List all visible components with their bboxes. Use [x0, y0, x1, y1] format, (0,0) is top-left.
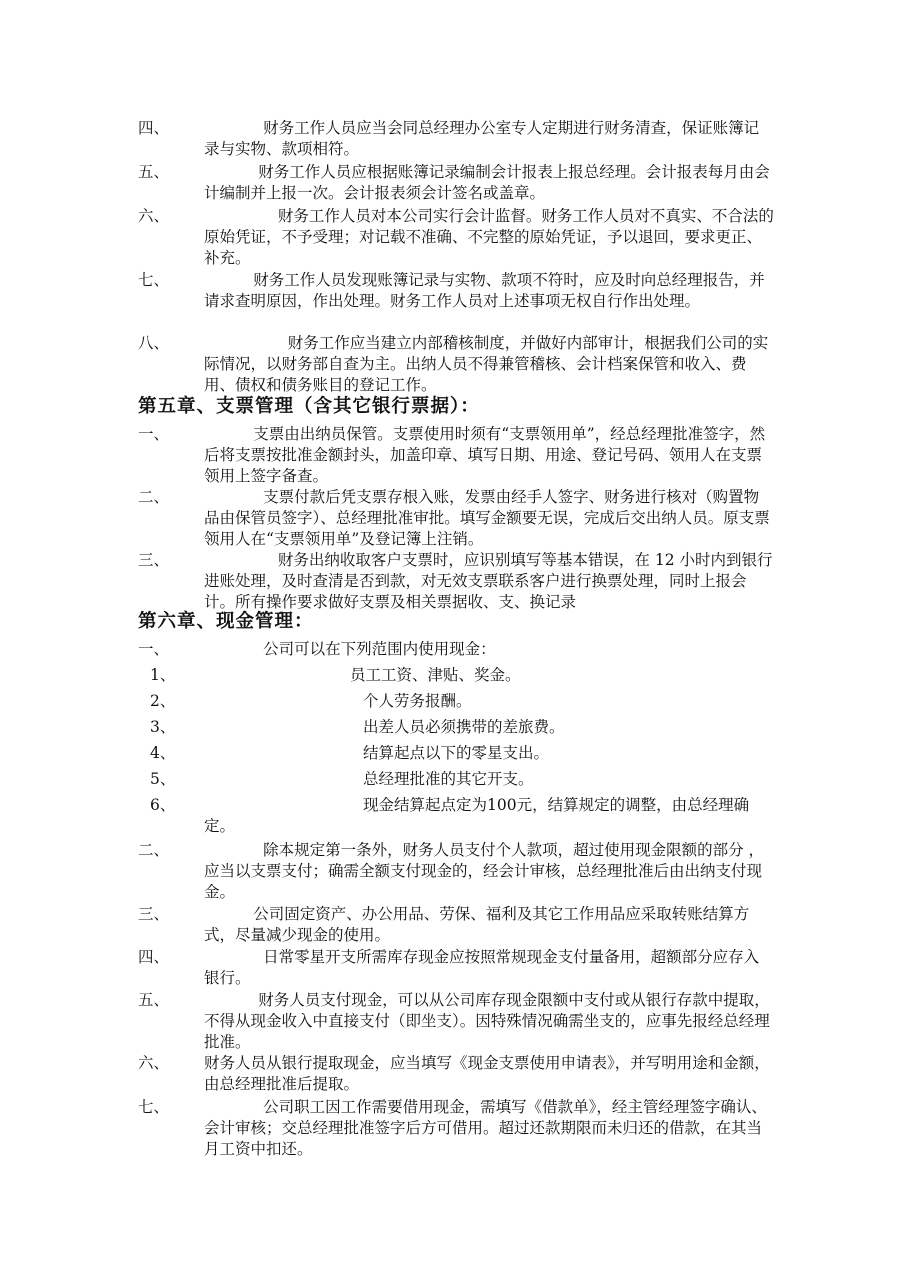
item-text: 财务人员从银行提取现金，应当填写《现金支票使用申请表》，并写明用途和金额，由总经理批准后提取。	[204, 1054, 770, 1093]
sub-marker-5: 5、	[150, 770, 176, 788]
item-text: 财务工作人员发现账簿记录与实物、款项不符时，应及时向总经理报告，并请求查明原因，作出处理。财务工作人员对上述事项无权自行作出处理。	[204, 271, 765, 310]
item-marker: 五、	[138, 991, 170, 1009]
item-text: 公司固定资产、办公用品、劳保、福利及其它工作用品应采取转账结算方式，尽量减少现金的使用。	[204, 905, 750, 944]
item-marker: 五、	[138, 163, 170, 181]
item-text: 财务出纳收取客户支票时，应识别填写等基本错误，在 12 小时内到银行进账处理，及时查清是否到款，对无效支票联系客户进行换票处理，同时上报会计。所有操作要求做好支票及相关票据收、支、换记录	[204, 551, 773, 611]
item-text: 支票付款后凭支票存根入账，发票由经手人签字、财务进行核对（购置物品由保管员签字）、总经理批准审批。填写金额要无误，完成后交出纳人员。原支票领用人在“支票领用单”及登记簿上注销。	[204, 488, 770, 548]
sub-marker-1: 1、	[150, 666, 176, 684]
chapter-6-title: 第六章、现金管理：	[138, 611, 314, 632]
item-text: 财务工作应当建立内部稽核制度，并做好内部审计，根据我们公司的实际情况，以财务部自查为主。出纳人员不得兼管稽核、会计档案保管和收入、费用、债权和债务账目的登记工作。	[204, 334, 769, 394]
item-marker: 四、	[138, 119, 170, 137]
sub-text-6: 现金结算起点定为100元，结算规定的调整，由总经理确定。	[204, 796, 750, 835]
item-marker: 二、	[138, 841, 170, 859]
item-text: 公司职工因工作需要借用现金，需填写《借款单》，经主管经理签字确认、会计审核；交总经理批准签字后方可借用。超过还款期限而未归还的借款，在其当月工资中扣还。	[204, 1098, 767, 1158]
sub-marker-4: 4、	[150, 744, 176, 762]
item-text: 除本规定第一条外，财务人员支付个人款项，超过使用现金限额的部分 ，应当以支票支付；确需全额支付现金的，经会计审核，总经理批准后由出纳支付现金。	[204, 841, 765, 901]
item-marker: 八、	[138, 334, 170, 352]
item-text: 日常零星开支所需库存现金应按照常规现金支付量备用，超额部分应存入银行。	[204, 948, 760, 987]
item-marker: 六、	[138, 207, 170, 225]
sub-text-2: 个人劳务报酬。	[363, 692, 472, 710]
item-text: 财务工作人员应当会同总经理办公室专人定期进行财务清查，保证账簿记录与实物、款项相符。	[204, 119, 760, 158]
item-marker: 一、	[138, 640, 170, 658]
item-text: 财务工作人员对本公司实行会计监督。财务工作人员对不真实、不合法的原始凭证，不予受理；对记载不准确、不完整的原始凭证，予以退回，要求更正、补充。	[204, 207, 774, 267]
item-marker: 一、	[138, 425, 170, 443]
item-marker: 七、	[138, 271, 170, 289]
item-marker: 三、	[138, 905, 170, 923]
item-marker: 二、	[138, 488, 170, 506]
item-text: 财务工作人员应根据账簿记录编制会计报表上报总经理。会计报表每月由会计编制并上报一次。会计报表须会计签名或盖章。	[204, 163, 770, 202]
sub-text-4: 结算起点以下的零星支出。	[363, 744, 550, 762]
sub-text-5: 总经理批准的其它开支。	[363, 770, 534, 788]
item-marker: 七、	[138, 1098, 170, 1116]
item-text: 公司可以在下列范围内使用现金：	[204, 640, 496, 658]
sub-text-3: 出差人员必须携带的差旅费。	[363, 718, 565, 736]
chapter-5-title: 第五章、支票管理（含其它银行票据）：	[138, 396, 480, 417]
item-marker: 三、	[138, 551, 170, 569]
item-marker: 六、	[138, 1054, 170, 1072]
sub-marker-2: 2、	[150, 692, 176, 710]
sub-marker-6: 6、	[150, 796, 176, 814]
item-text: 支票由出纳员保管。支票使用时须有“支票领用单”，经总经理批准签字，然后将支票按批准金额封头，加盖印章、填写日期、用途、登记号码、领用人在支票领用上签字备查。	[204, 425, 766, 485]
item-text: 财务人员支付现金，可以从公司库存现金限额中支付或从银行存款中提取，不得从现金收入中直接支付（即坐支）。因特殊情况确需坐支的，应事先报经总经理批准。	[204, 991, 770, 1051]
sub-marker-3: 3、	[150, 718, 176, 736]
sub-text-1: 员工工资、津贴、奖金。	[350, 666, 521, 684]
item-marker: 四、	[138, 948, 170, 966]
